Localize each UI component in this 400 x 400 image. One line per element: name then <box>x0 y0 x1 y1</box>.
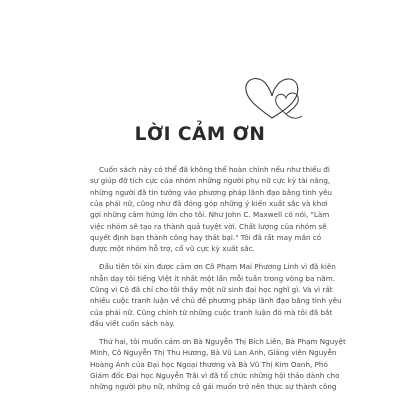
text-line: việc nhóm sẽ tạo ra thành quả tuyệt vời. Chất lượng của nhóm sẽ <box>90 221 327 231</box>
text-line: những người phụ nữ, những cô gái muốn trở nên thực sự thành công <box>90 382 337 392</box>
text-line: những người đã tin tưởng vào phương pháp lãnh đạo bằng tình yêu <box>90 187 332 197</box>
hearts-icon <box>238 74 310 122</box>
paragraph-3 <box>90 336 346 393</box>
text-line: nhẫn dạy tôi tiếng Việt ít nhất một lần mỗi tuần trong vòng ba năm. <box>90 273 336 283</box>
text-line: của phái nữ, cũng như đã đóng góp những ý kiến xuất sắc và khơi <box>90 199 328 209</box>
text-line: được một nhóm hỗ trợ, cổ vũ cực kỳ xuất sắc. <box>90 244 255 254</box>
text-line: Cuốn sách này có thể đã không thể hoàn chỉnh nếu như thiếu đi <box>99 165 330 174</box>
text-line: gợi những cảm hứng lớn cho tôi. Như John C. Maxwell có nói, "Làm <box>90 210 330 220</box>
text-line: Đầu tiên tôi xin được cảm ơn Cô Phạm Mai Phương Linh vì đã kiên <box>99 262 336 272</box>
text-line: nhiều cuộc tranh luận về chủ đề phương pháp lãnh đạo bằng tình yêu <box>90 296 342 306</box>
text-line: Giám đốc Đại học Nguyễn Trãi vì đã tổ chức những hội thảo dành cho <box>90 370 340 380</box>
paragraph-1 <box>90 164 332 255</box>
page-title: LỜI CẢM ƠN <box>134 124 266 145</box>
paragraph-2 <box>90 261 342 329</box>
text-line: của phái nữ. Cũng chính từ những cuộc tranh luận đó mà tôi đã bắt <box>90 307 333 317</box>
text-line: đầu viết cuốn sách này. <box>90 318 175 328</box>
text-line: Minh, Cô Nguyễn Thị Thu Hương, Bà Vũ Lan Anh, Giảng viên Nguyễn <box>90 348 337 358</box>
text-line: Hoàng Ánh của Đại học Ngoại thương và Bà Vũ Thị Kim Oanh, Phó <box>90 359 328 369</box>
text-line: Thứ hai, tôi muốn cảm ơn Bà Nguyễn Thị Bích Liên, Bà Phạm Nguyệt <box>99 336 346 346</box>
text-line: sự giúp đỡ tích cực của nhóm những người phụ nữ cực kỳ tài năng, <box>90 176 331 186</box>
body-text <box>90 164 346 399</box>
text-line: quyết định bạn thành công hay thất bại." Tôi đã rất may mắn có <box>90 233 322 243</box>
text-line: Cũng vì Cô đã chỉ cho tôi thấy một nữ sinh đại học nghĩ gì. Và vì rất <box>90 284 333 294</box>
